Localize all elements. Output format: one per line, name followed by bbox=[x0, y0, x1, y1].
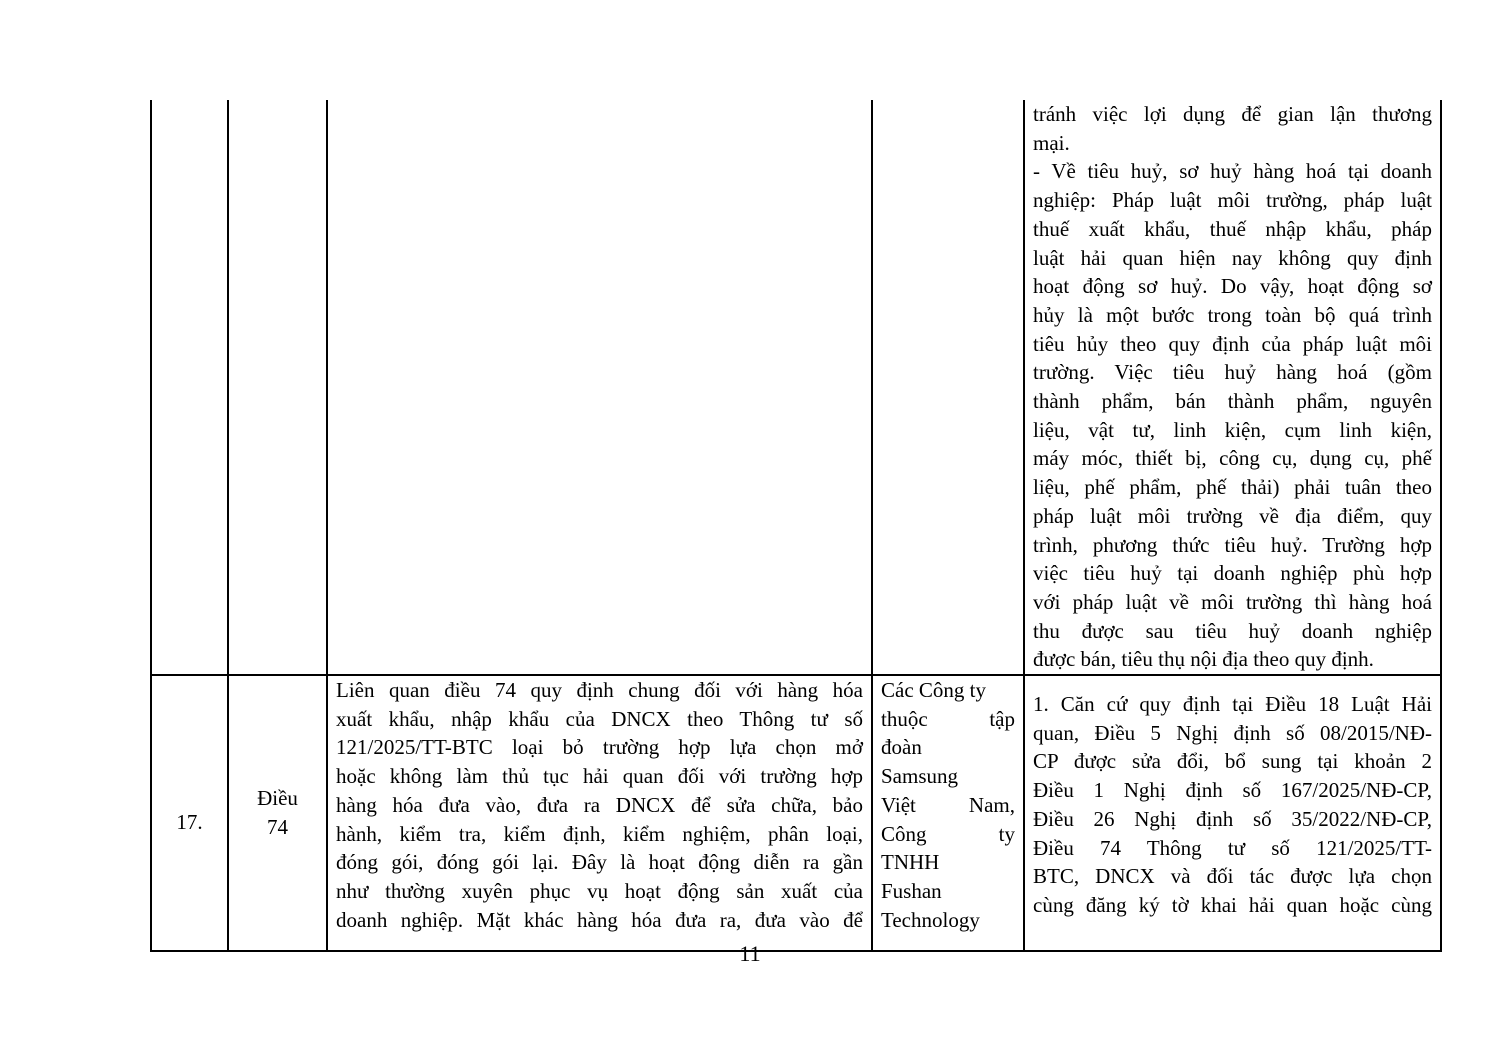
text-line: thu được sau tiêu huỷ doanh nghiệp bbox=[1033, 618, 1432, 643]
text-line: thành phẩm, bán thành phẩm, nguyên bbox=[1033, 389, 1432, 414]
text-line: - Về tiêu huỷ, sơ huỷ hàng hoá tại doanh bbox=[1033, 159, 1432, 184]
text-line: trường. Việc tiêu huỷ hàng hoá (gồm bbox=[1033, 360, 1432, 385]
text-line: Điều 1 Nghị định số 167/2025/NĐ-CP, bbox=[1033, 778, 1432, 803]
text-line: 1. Căn cứ quy định tại Điều 18 Luật Hải bbox=[1033, 692, 1432, 717]
text-line: Các Công ty bbox=[881, 678, 986, 703]
text-line: xuất khẩu, nhập khẩu của DNCX theo Thông tư số bbox=[336, 706, 863, 731]
table-row-17 bbox=[151, 675, 1441, 951]
text-line: hoặc không làm thủ tục hải quan đối với trường hợp bbox=[336, 764, 863, 789]
feedback-table bbox=[150, 100, 1442, 952]
text-line: tiêu hủy theo quy định của pháp luật môi bbox=[1033, 331, 1432, 356]
text-line: Công ty bbox=[881, 821, 1015, 846]
text-line: thuế xuất khẩu, thuế nhập khẩu, pháp bbox=[1033, 216, 1432, 241]
text-line: Việt Nam, bbox=[881, 792, 1015, 817]
row-number: 17. bbox=[176, 809, 203, 834]
text-line: trình, phương thức tiêu huỷ. Trường hợp bbox=[1033, 532, 1432, 557]
text-line: như thường xuyên phục vụ hoạt động sản xuất của bbox=[336, 878, 863, 903]
response-text-continued bbox=[1033, 100, 1432, 674]
content-text bbox=[336, 676, 863, 934]
cell-article bbox=[228, 675, 327, 951]
text-line: tránh việc lợi dụng để gian lận thương bbox=[1033, 102, 1432, 126]
text-line: việc tiêu huỷ tại doanh nghiệp phù hợp bbox=[1033, 561, 1432, 586]
text-line: quan, Điều 5 Nghị định số 08/2015/NĐ- bbox=[1033, 720, 1432, 745]
article-number: 74 bbox=[267, 815, 288, 840]
cell-response-continued bbox=[1024, 100, 1441, 675]
text-line: liệu, phế phẩm, phế thải) phải tuân theo bbox=[1033, 475, 1432, 500]
text-line: hàng hóa đưa vào, đưa ra DNCX để sửa chữa, bảo bbox=[336, 792, 863, 817]
text-line: thuộc tập bbox=[881, 706, 1015, 731]
cell-org bbox=[872, 675, 1024, 951]
cell-stt-continued bbox=[151, 100, 228, 675]
cell-article-continued bbox=[228, 100, 327, 675]
cell-content-continued bbox=[327, 100, 872, 675]
text-line: với pháp luật về môi trường thì hàng hoá bbox=[1033, 589, 1432, 614]
article-label: Điều bbox=[257, 786, 298, 811]
table-row-continued bbox=[151, 100, 1441, 675]
org-text bbox=[881, 676, 1015, 934]
text-line: Điều 74 Thông tư số 121/2025/TT- bbox=[1033, 835, 1432, 860]
text-line: luật hải quan hiện nay không quy định bbox=[1033, 245, 1432, 270]
cell-org-continued bbox=[872, 100, 1024, 675]
text-line: hành, kiểm tra, kiểm định, kiểm nghiệm, phân loại, bbox=[336, 821, 863, 846]
text-line: Fushan bbox=[881, 878, 942, 903]
response-text bbox=[1033, 676, 1432, 920]
text-line: đóng gói, đóng gói lại. Đây là hoạt động diễn ra gần bbox=[336, 850, 863, 875]
text-line: nghiệp: Pháp luật môi trường, pháp luật bbox=[1033, 188, 1432, 213]
text-line: mại. bbox=[1033, 130, 1070, 155]
text-line: Điều 26 Nghị định số 35/2022/NĐ-CP, bbox=[1033, 806, 1432, 831]
text-line: doanh nghiệp. Mặt khác hàng hóa đưa ra, đưa vào để bbox=[336, 907, 863, 932]
cell-stt bbox=[151, 675, 228, 951]
page-number: 11 bbox=[739, 941, 761, 966]
text-line: liệu, vật tư, linh kiện, cụm linh kiện, bbox=[1033, 417, 1432, 442]
text-line: cùng đăng ký tờ khai hải quan hoặc cùng bbox=[1033, 892, 1432, 917]
text-line: CP được sửa đổi, bổ sung tại khoản 2 bbox=[1033, 749, 1432, 774]
text-line: Samsung bbox=[881, 764, 959, 789]
text-line: đoàn bbox=[881, 735, 922, 760]
text-line: được bán, tiêu thụ nội địa theo quy định. bbox=[1033, 647, 1374, 672]
text-line: BTC, DNCX và đối tác được lựa chọn bbox=[1033, 864, 1432, 889]
text-line: TNHH bbox=[881, 850, 940, 875]
text-line: hủy là một bước trong toàn bộ quá trình bbox=[1033, 302, 1432, 327]
text-line: Technology bbox=[881, 907, 980, 932]
text-line: 121/2025/TT-BTC loại bỏ trường hợp lựa chọn mở bbox=[336, 735, 863, 760]
text-line: pháp luật môi trường về địa điểm, quy bbox=[1033, 503, 1432, 528]
cell-response bbox=[1024, 675, 1441, 951]
text-line: máy móc, thiết bị, công cụ, dụng cụ, phế bbox=[1033, 446, 1432, 471]
cell-content bbox=[327, 675, 872, 951]
text-line: hoạt động sơ huỷ. Do vậy, hoạt động sơ bbox=[1033, 274, 1432, 299]
text-line: Liên quan điều 74 quy định chung đối với hàng hóa bbox=[336, 678, 863, 703]
